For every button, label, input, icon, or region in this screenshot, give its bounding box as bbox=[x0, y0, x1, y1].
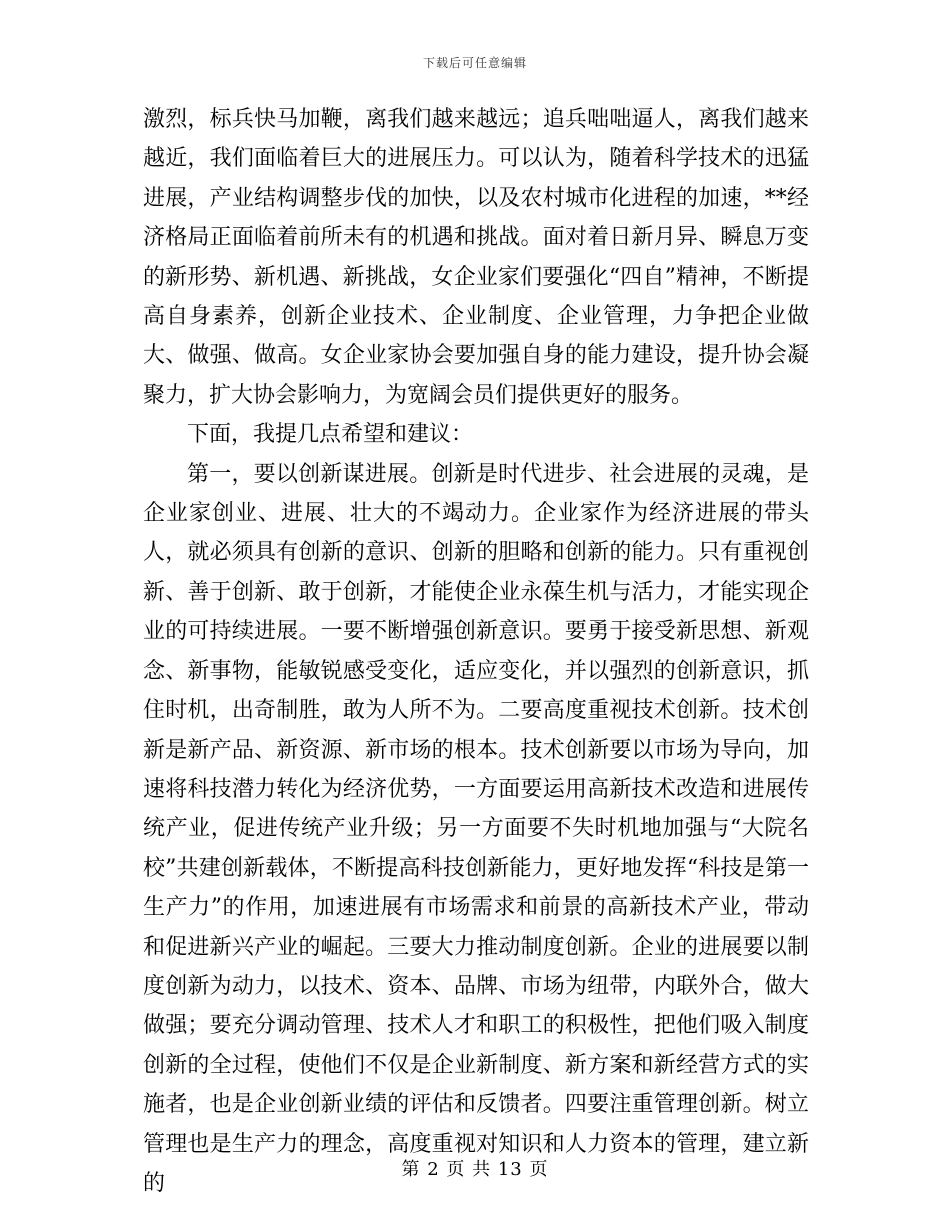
document-body bbox=[143, 100, 809, 1203]
page-header-note: 下载后可任意编辑 bbox=[422, 56, 527, 70]
paragraph-2: 下面，我提几点希望和建议： bbox=[187, 422, 474, 448]
page-number: 第 2 页 共 13 页 bbox=[401, 1159, 549, 1180]
paragraph-1: 激烈，标兵快马加鞭，离我们越来越远；追兵咄咄逼人，离我们越来越近，我们面临着巨大的进展压力。可以认为，随着科学技术的迅猛进展，产业结构调整步伐的加快，以及农村城市化进程的加速，**经济格局正面临着前所未有的机遇和挑战。面对着日新月异、瞬息万变的新形势、新机遇、新挑战，女企业家们要强化“四自”精神，不断提高自身素养，创新企业技术、企业制度、企业管理，力争把企业做大、做强、做高。女企业家协会要加强自身的能力建设，提升协会凝聚力，扩大协会影响力，为宽阔会员们提供更好的服务。 bbox=[143, 107, 809, 408]
paragraph-3: 第一，要以创新谋进展。创新是时代进步、社会进展的灵魂，是企业家创业、进展、壮大的不竭动力。企业家作为经济进展的带头人，就必须具有创新的意识、创新的胆略和创新的能力。只有重视创新、善于创新、敢于创新，才能使企业永葆生机与活力，才能实现企业的可持续进展。一要不断增强创新意识。要勇于接受新思想、新观念、新事物，能敏锐感受变化，适应变化，并以强烈的创新意识，抓住时机，出奇制胜，敢为人所不为。二要高度重视技术创新。技术创新是新产品、新资源、新市场的根本。技术创新要以市场为导向，加速将科技潜力转化为经济优势，一方面要运用高新技术改造和进展传统产业，促进传统产业升级；另一方面要不失时机地加强与“大院名校”共建创新载体，不断提高科技创新能力，更好地发挥“科技是第一生产力”的作用，加速进展有市场需求和前景的高新技术产业，带动和促进新兴产业的崛起。三要大力推动制度创新。企业的进展要以制度创新为动力，以技术、资本、品牌、市场为纽带，内联外合，做大做强；要充分调动管理、技术人才和职工的积极性，把他们吸入制度创新的全过程，使他们不仅是企业新制度、新方案和新经营方式的实施者，也是企业创新业绩的评估和反馈者。四要注重管理创新。树立管理也是生产力的理念，高度重视对知识和人力资本的管理，建立新的 bbox=[143, 461, 809, 1196]
